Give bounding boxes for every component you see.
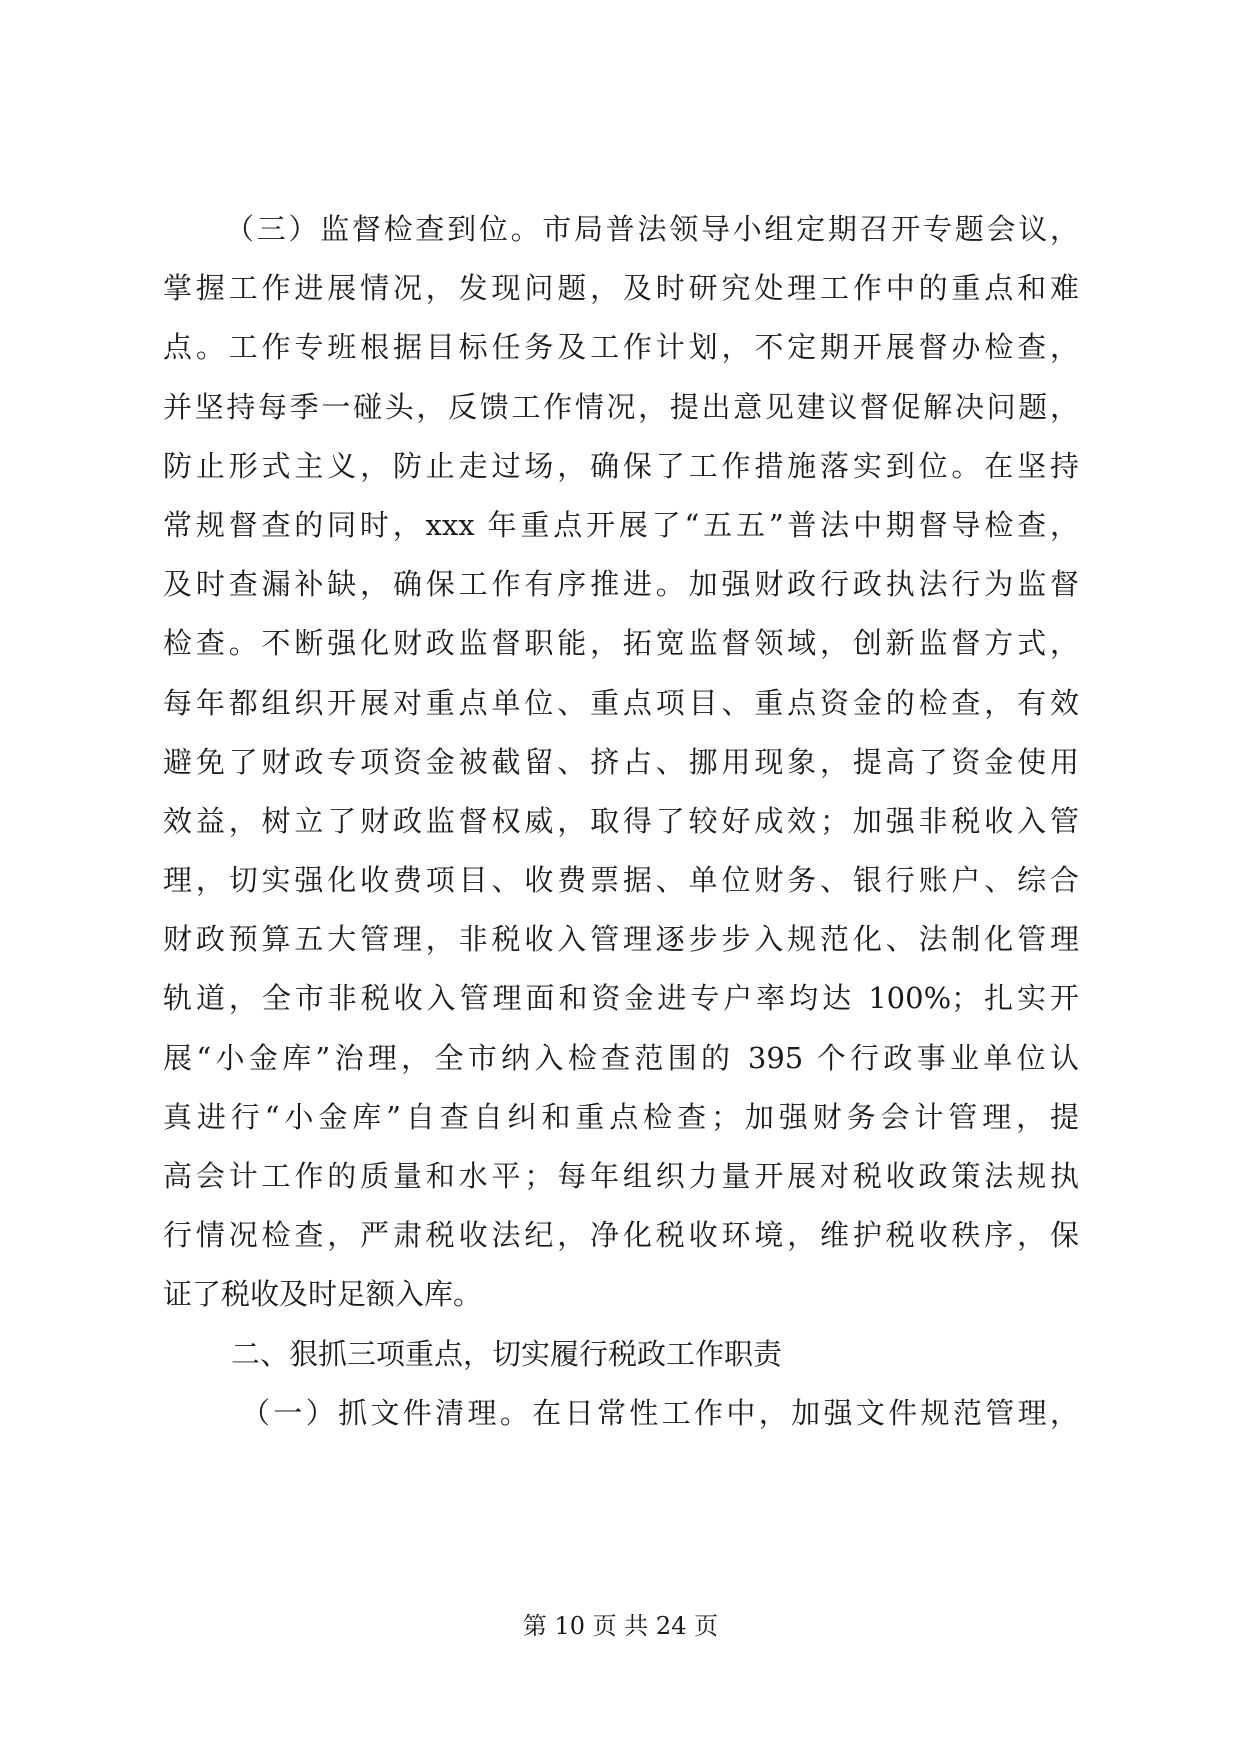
paragraph-line: 并坚持每季一碰头，反馈工作情况，提出意见建议督促解决问题， — [163, 389, 1079, 424]
paragraph-line: 掌握工作进展情况，发现问题，及时研究处理工作中的重点和难 — [163, 271, 1079, 306]
paragraph-line: 高会计工作的质量和水平；每年组织力量开展对税收政策法规执 — [163, 1159, 1079, 1193]
paragraph-line: 行情况检查，严肃税收法纪，净化税收环境，维护税收秩序，保 — [163, 1218, 1079, 1253]
paragraph-line: 财政预算五大管理，非税收入管理逐步步入规范化、法制化管理 — [163, 922, 1079, 957]
page-footer: 第 10 页 共 24 页 — [522, 1612, 719, 1640]
paragraph-line: 效益，树立了财政监督权威，取得了较好成效；加强非税收入管 — [163, 803, 1079, 838]
paragraph-line: 轨道，全市非税收入管理面和资金进专户率均达 100%；扎实开 — [163, 981, 1079, 1016]
paragraph-line: 点。工作专班根据目标任务及工作计划，不定期开展督办检查， — [163, 330, 1079, 365]
paragraph-line: （一）抓文件清理。在日常性工作中，加强文件规范管理， — [241, 1395, 1079, 1430]
paragraph-line: 展“小金库”治理，全市纳入检查范围的 395 个行政事业单位认 — [163, 1040, 1079, 1075]
paragraph-line: 检查。不断强化财政监督职能，拓宽监督领域，创新监督方式， — [163, 626, 1079, 661]
paragraph-line: 每年都组织开展对重点单位、重点项目、重点资金的检查，有效 — [163, 685, 1079, 720]
paragraph-line: 证了税收及时足额入库。 — [163, 1277, 483, 1312]
paragraph-line: 理，切实强化收费项目、收费票据、单位财务、银行账户、综合 — [163, 863, 1079, 898]
body-text — [163, 200, 1079, 1443]
paragraph-line: 常规督查的同时，xxx 年重点开展了“五五”普法中期督导检查， — [163, 507, 1079, 542]
paragraph-line: 及时查漏补缺，确保工作有序推进。加强财政行政执法行为监督 — [163, 567, 1079, 602]
paragraph-line: 真进行“小金库”自查自纠和重点检查；加强财务会计管理，提 — [163, 1099, 1079, 1134]
paragraph-line: （三）监督检查到位。市局普法领导小组定期召开专题会议， — [225, 212, 1079, 246]
paragraph-line: 避免了财政专项资金被截留、挤占、挪用现象，提高了资金使用 — [163, 744, 1079, 779]
section-heading: 二、狠抓三项重点，切实履行税政工作职责 — [231, 1336, 783, 1371]
paragraph-line: 防止形式主义，防止走过场，确保了工作措施落实到位。在坚持 — [163, 448, 1079, 483]
